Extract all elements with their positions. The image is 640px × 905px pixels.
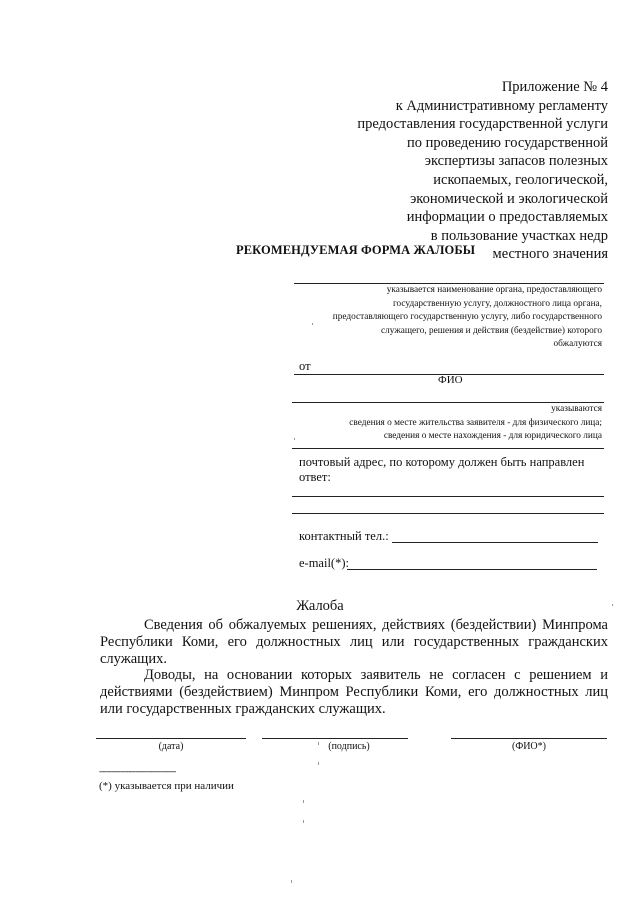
residence-note-line: указываются — [551, 404, 602, 414]
appendix-line: экономической и экологической — [410, 190, 608, 207]
appendix-line: в пользование участках недр — [430, 227, 608, 244]
organ-note-line: указывается наименование органа, предоставляющего — [386, 285, 602, 295]
signature-label: (подпись) — [328, 741, 370, 752]
phone-label: контактный тел.: — [299, 529, 389, 543]
email-field-line[interactable] — [347, 569, 597, 570]
appendix-line: ископаемых, геологической, — [433, 171, 608, 188]
scan-speck — [303, 800, 304, 803]
residence-field-line-2[interactable] — [292, 448, 604, 449]
appendix-line: экспертизы запасов полезных — [424, 153, 608, 170]
postal-address-line-2[interactable] — [292, 513, 604, 514]
complaint-heading: Жалоба — [296, 598, 344, 614]
from-label: от — [299, 359, 311, 373]
footnote: (*) указывается при наличии — [99, 780, 234, 792]
fio-signature-field-line[interactable] — [451, 738, 607, 739]
email-label: e-mail(*): — [299, 556, 349, 570]
scan-speck — [303, 820, 304, 823]
residence-note-line: сведения о месте нахождения - для юридического лица — [383, 431, 602, 442]
paragraph-complained-decisions: Сведения об обжалуемых решениях, действиях (бездействии) Минпрома Республики Коми, его должностных лиц или государственных гражданских служащих. — [100, 617, 608, 667]
postal-address-line-1[interactable] — [292, 496, 604, 497]
appendix-line: местного значения — [492, 246, 608, 263]
signature-field-line[interactable] — [262, 738, 408, 739]
scan-speck — [312, 323, 313, 325]
fio-signature-label: (ФИО*) — [511, 741, 546, 752]
appendix-header — [308, 78, 608, 264]
scan-speck — [294, 438, 295, 440]
date-label: (дата) — [158, 741, 184, 752]
postal-address-label: почтовый адрес, по которому должен быть направлен ответ: — [299, 455, 585, 484]
appendix-line: Приложение № 4 — [501, 79, 608, 95]
scan-speck — [318, 742, 319, 745]
organ-note — [333, 284, 602, 352]
residence-note-line: сведения о месте жительства заявителя - для физического лица; — [349, 417, 602, 428]
phone-field-line[interactable] — [392, 542, 598, 543]
appendix-line: к Административному регламенту — [395, 97, 608, 114]
date-field-line[interactable] — [96, 738, 246, 739]
organ-note-line: обжалуются — [553, 339, 602, 350]
residence-note — [349, 403, 602, 444]
organ-note-line: предоставляющего государственную услугу, либо государственного — [332, 312, 602, 323]
form-title: РЕКОМЕНДУЕМАЯ ФОРМА ЖАЛОБЫ — [236, 243, 476, 257]
scan-speck — [291, 880, 292, 883]
paragraph-arguments: Доводы, на основании которых заявитель не согласен с решением и действиями (бездействием) Минпром Республики Коми, его должностных лиц или государственных гражданских служащих. — [100, 667, 608, 717]
appendix-line: по проведению государственной — [406, 134, 608, 151]
organ-note-line: служащего, решения и действия (бездействие) которого — [381, 325, 602, 336]
fio-label: ФИО — [438, 374, 463, 386]
scan-speck — [318, 762, 319, 765]
footnote-separator: -------------------------------- — [99, 766, 176, 776]
appendix-line: информации о предоставляемых — [406, 209, 608, 226]
appendix-line: предоставления государственной услуги — [357, 116, 608, 133]
scan-speck — [612, 604, 613, 606]
organ-note-line: государственную услугу, должностного лица органа, — [392, 298, 602, 309]
